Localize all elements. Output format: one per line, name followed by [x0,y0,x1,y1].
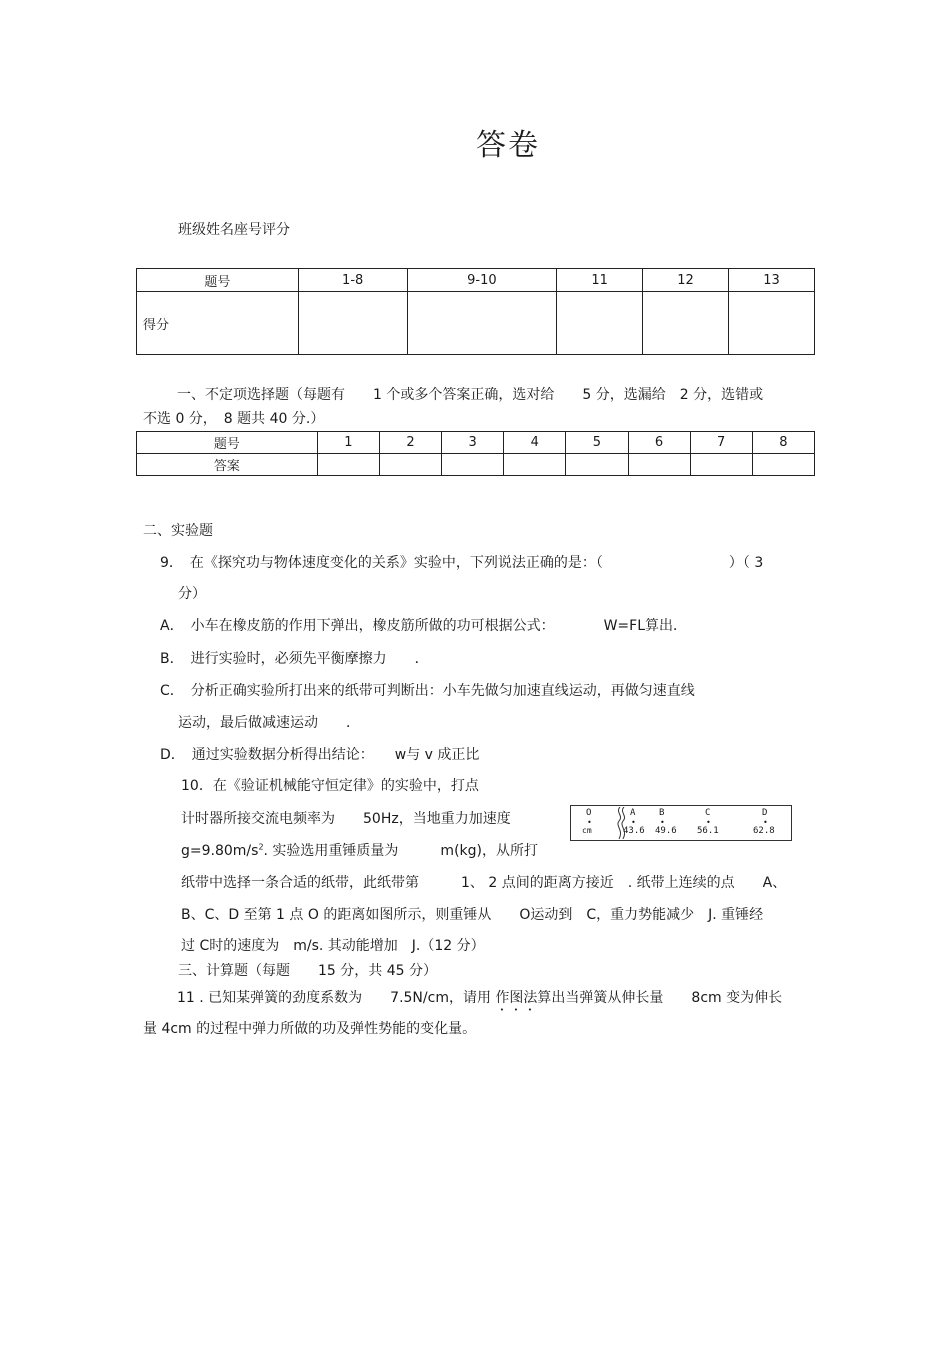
score-header: 9-10 [407,269,556,292]
tape-point-d: D [762,808,768,818]
score-cell[interactable] [407,292,556,355]
tape-unit: cm [582,826,592,835]
q10-gravity: g=9.80m/s [181,843,259,859]
tape-point-c: C [705,808,711,818]
q9-option-d: D． 通过实验数据分析得出结论： w与 v 成正比 [160,747,480,763]
score-cell[interactable] [298,292,407,355]
answer-header: 5 [566,432,628,454]
q9-option-c: C． 分析正确实验所打出来的纸带可判断出：小车先做匀加速直线运动，再做匀速直线 [160,683,695,699]
answer-header: 1 [317,432,379,454]
tape-point-a: A [630,808,636,818]
q11-text-b: 算出当弹簧从伸长量 8cm 变为伸长 [537,990,783,1006]
tape-point-b: B [659,808,665,818]
score-header: 题号 [137,269,299,292]
answer-header: 2 [380,432,442,454]
score-header: 12 [643,269,729,292]
tape-distance-d: 62.8 [753,826,775,836]
score-cell[interactable] [729,292,815,355]
tape-dot: • [660,818,665,827]
q9-option-c-cont: 运动，最后做减速运动 ． [178,715,360,731]
answer-cell[interactable] [566,454,628,476]
q11-emphasis: 作图法 [495,990,538,1006]
q9-option-b: B． 进行实验时，必须先平衡摩擦力 ． [160,651,429,667]
tape-distance-c: 56.1 [697,826,719,836]
answer-cell[interactable] [504,454,566,476]
answer-cell[interactable] [442,454,504,476]
answer-table [136,431,815,476]
q10-line5: B、C、D 至第 1 点 O 的距离如图所示，则重锤从 O运动到 C，重力势能减少 J. 重锤经 [181,907,764,923]
tape-distance-b: 49.6 [655,826,677,836]
q9-stem: 9． 在《探究功与物体速度变化的关系》实验中，下列说法正确的是：（ ）（ 3 [160,555,764,571]
tape-origin-dot: • [587,818,592,827]
q10-line4: 纸带中选择一条合适的纸带，此纸带第 1、 2 点间的距离方接近 . 纸带上连续的点 A、 [181,875,787,891]
score-cell[interactable] [643,292,729,355]
answer-header: 4 [504,432,566,454]
q9-stem-cont: 分） [178,586,206,602]
q10-mass-text: . 实验选用重锤质量为 m(kg)，从所打 [263,843,538,859]
tape-dot: • [706,818,711,827]
q10-superscript: 2 [258,842,264,852]
tape-origin-label: O [586,808,592,818]
tape-dot: • [763,818,768,827]
answer-header: 3 [442,432,504,454]
q10-line6: 过 C时的速度为 m/s. 其动能增加 J.（12 分） [181,938,485,954]
q10-line1: 10．在《验证机械能守恒定律》的实验中，打点 [181,778,479,794]
section1-instruction-line2: 不选 0 分， 8 题共 40 分.） [143,411,325,427]
answer-cell[interactable] [317,454,379,476]
score-header: 11 [557,269,643,292]
page-title: 答卷 [476,128,540,163]
section1-instruction-line1: 一、不定项选择题（每题有 1 个或多个答案正确，选对给 5 分，选漏给 2 分，选错或 [177,387,764,403]
score-header: 1-8 [298,269,407,292]
section2-heading: 二、实验题 [143,523,213,539]
paper-tape-figure [570,805,792,841]
q10-line2: 计时器所接交流电频率为 50Hz，当地重力加速度 [181,811,511,827]
score-table [136,268,815,355]
score-row-label: 得分 [137,292,299,355]
q11-line2: 量 4cm 的过程中弹力所做的功及弹性势能的变化量。 [143,1021,477,1037]
answer-header: 6 [628,432,690,454]
q11-text-a: 11 . 已知某弹簧的劲度系数为 7.5N/cm，请用 [177,990,496,1006]
tape-dot: • [631,818,636,827]
answer-cell[interactable] [380,454,442,476]
answer-cell[interactable] [628,454,690,476]
section3-heading: 三、计算题（每题 15 分，共 45 分） [178,963,437,979]
score-cell[interactable] [557,292,643,355]
answer-header: 8 [752,432,814,454]
score-header: 13 [729,269,815,292]
q10-line3 [181,840,538,860]
answer-header: 7 [690,432,752,454]
answer-row-label: 答案 [137,454,318,476]
answer-cell[interactable] [752,454,814,476]
q9-option-a: A． 小车在橡皮筋的作用下弹出，橡皮筋所做的功可根据公式： W=FL算出． [160,618,688,634]
answer-cell[interactable] [690,454,752,476]
student-info-line: 班级姓名座号评分 [178,222,290,238]
q11-line1 [177,987,782,1014]
answer-header: 题号 [137,432,318,454]
tape-distance-a: 43.6 [623,826,645,836]
